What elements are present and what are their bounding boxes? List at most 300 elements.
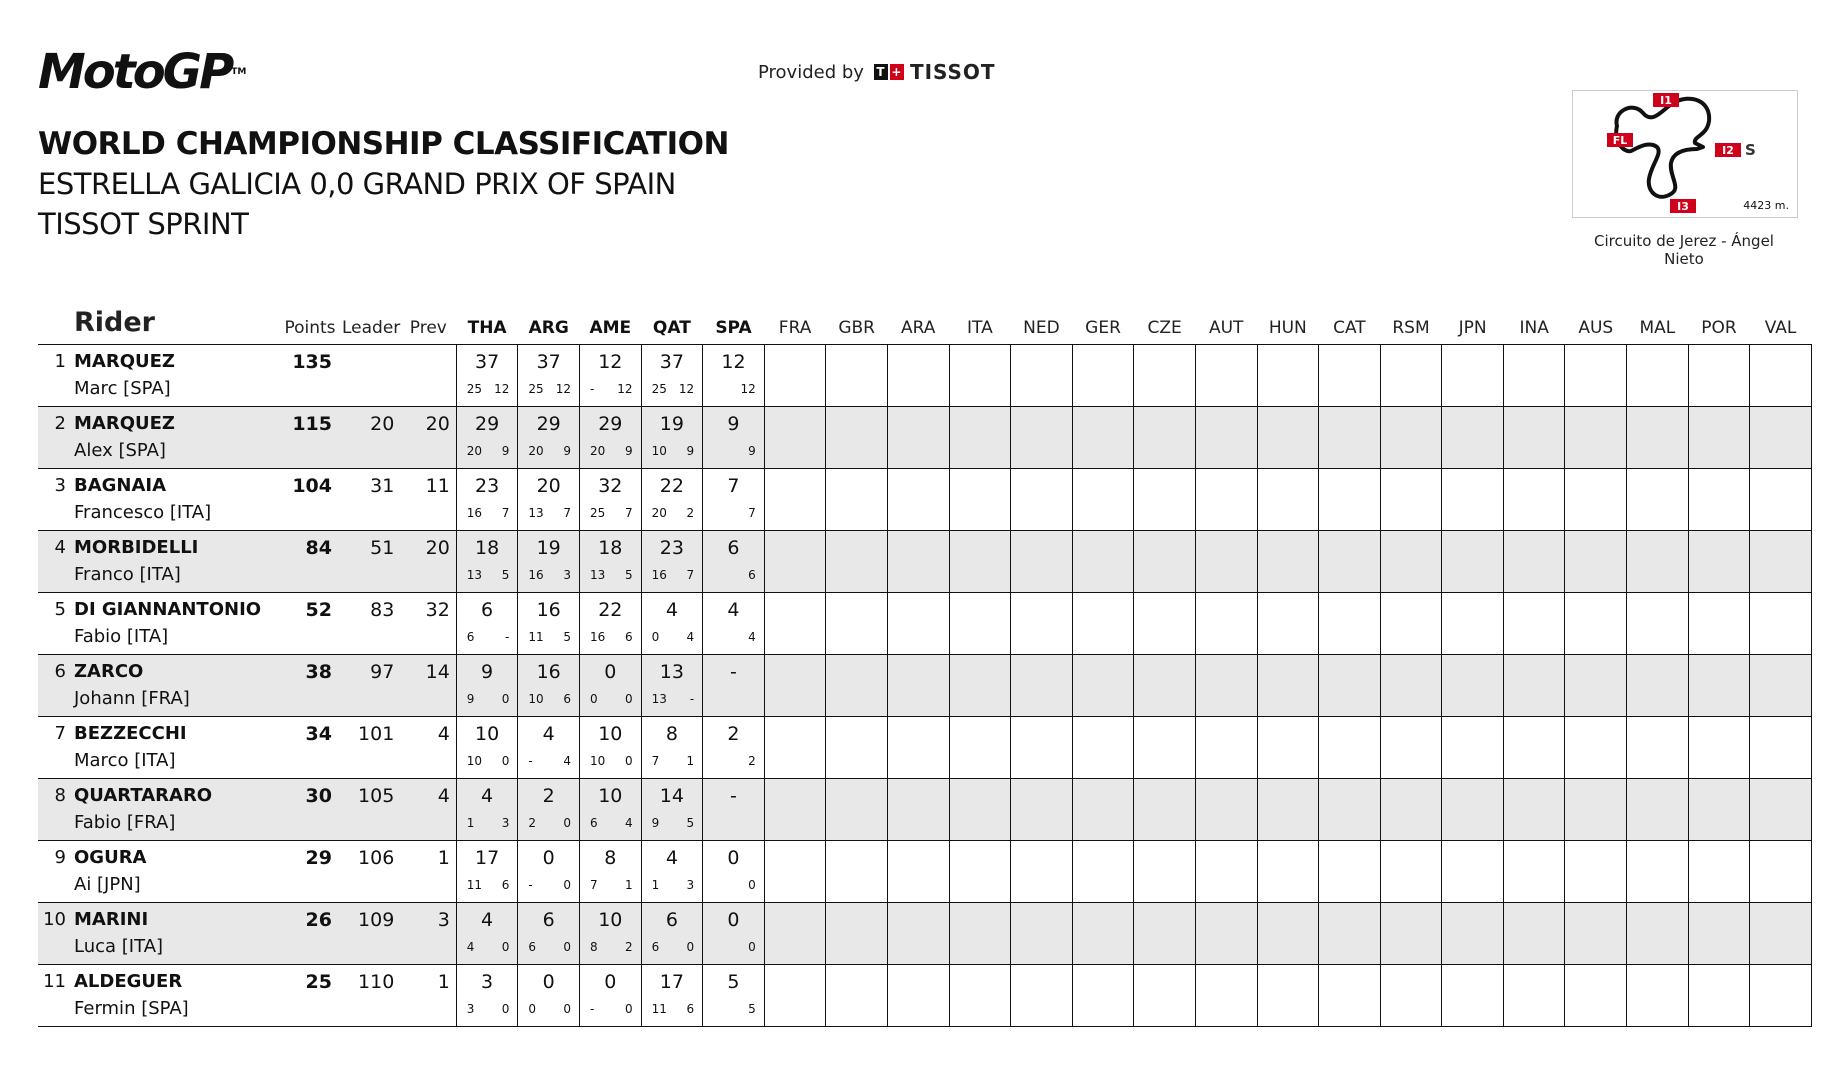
race-cell-hun	[1257, 779, 1319, 841]
rider-cell	[38, 903, 278, 965]
race-cell-val	[1750, 407, 1812, 469]
race-sprint-points: 6	[624, 630, 633, 644]
race-column-header-jpn: JPN	[1458, 318, 1487, 338]
rider-first-name: Alex [SPA]	[74, 440, 166, 461]
race-cell-hun	[1257, 407, 1319, 469]
race-cell-aus	[1565, 717, 1627, 779]
position: 1	[54, 351, 66, 372]
race-position-points: 25	[466, 382, 483, 396]
prev-column-header: Prev	[409, 318, 447, 338]
race-cell-qat	[641, 655, 703, 717]
race-cell-val	[1750, 841, 1812, 903]
prev-gap-value-text	[400, 345, 456, 351]
race-points: 0	[727, 909, 740, 931]
race-column-header-ame: AME	[589, 318, 632, 338]
race-sprint-points: 0	[748, 940, 756, 954]
race-cell-cze	[1134, 717, 1196, 779]
race-cell-ger	[1072, 407, 1134, 469]
race-points: 3	[481, 971, 494, 993]
race-cell-qat	[641, 593, 703, 655]
race-points: 6	[665, 909, 678, 931]
race-cell-jpn	[1442, 841, 1504, 903]
logo-text: MotoGP	[38, 44, 232, 100]
race-cell-tha	[456, 841, 518, 903]
tissot-mark-t: T	[874, 64, 888, 80]
race-points: 18	[598, 537, 623, 559]
race-cell-qat	[641, 345, 703, 407]
race-position-points: 13	[651, 692, 667, 706]
rider-last-name: BEZZECCHI	[74, 723, 187, 744]
race-points: 10	[475, 723, 500, 745]
race-cell-mal	[1627, 965, 1689, 1027]
race-cell-aut	[1195, 407, 1257, 469]
sector-i2-label	[1715, 143, 1741, 157]
rider-last-name: MARQUEZ	[74, 351, 175, 372]
race-cell-fra	[764, 593, 826, 655]
race-cell-ara	[887, 345, 949, 407]
race-cell-hun	[1257, 469, 1319, 531]
race-points: 0	[604, 661, 617, 683]
race-cell-ger	[1072, 965, 1134, 1027]
race-points: 7	[727, 475, 740, 497]
race-column-header-hun: HUN	[1268, 318, 1307, 338]
race-cell-aus	[1565, 841, 1627, 903]
race-cell-ina	[1503, 965, 1565, 1027]
race-cell-spa	[703, 779, 765, 841]
race-cell-tha	[456, 407, 518, 469]
svg-text:I3: I3	[1677, 200, 1689, 213]
points-value	[278, 655, 342, 717]
race-cell-rsm	[1380, 965, 1442, 1027]
race-cell-hun	[1257, 345, 1319, 407]
race-points: 22	[598, 599, 623, 621]
race-sprint-points: 6	[686, 1002, 695, 1016]
race-points: 10	[598, 785, 623, 807]
race-sprint-points: 4	[624, 816, 633, 830]
race-cell-ger	[1072, 593, 1134, 655]
race-sprint-points: -	[505, 630, 510, 644]
track-layout-icon	[1573, 91, 1797, 217]
race-cell-spa	[703, 531, 765, 593]
rider-cell	[38, 655, 278, 717]
race-position-points: 16	[528, 568, 544, 582]
race-cell-ara	[887, 531, 949, 593]
race-cell-arg	[518, 469, 580, 531]
race-cell-mal	[1627, 407, 1689, 469]
race-points: -	[730, 785, 737, 807]
prev-gap-value	[400, 469, 456, 531]
points-value	[278, 903, 342, 965]
race-sprint-points: 0	[563, 816, 571, 830]
race-cell-spa	[703, 407, 765, 469]
race-points: 16	[536, 661, 561, 683]
rider-cell	[38, 531, 278, 593]
race-cell-ina	[1503, 841, 1565, 903]
race-cell-arg	[518, 345, 580, 407]
race-position-points: 8	[589, 940, 598, 954]
race-sprint-points: 9	[563, 444, 571, 458]
race-cell-tha	[456, 717, 518, 779]
race-cell-ina	[1503, 531, 1565, 593]
leader-gap-value-text: 51	[370, 537, 395, 559]
race-sprint-points: 12	[555, 382, 571, 396]
race-cell-aut	[1195, 965, 1257, 1027]
race-cell-gbr	[826, 345, 888, 407]
race-cell-ned	[1011, 469, 1073, 531]
race-points: 17	[475, 847, 500, 869]
race-cell-ita	[949, 717, 1011, 779]
rider-first-name: Marco [ITA]	[74, 750, 176, 771]
leader-gap-value-text: 97	[370, 661, 395, 683]
race-points: 12	[721, 351, 746, 373]
race-position-points: 7	[589, 878, 598, 892]
race-cell-gbr	[826, 841, 888, 903]
race-cell-tha	[456, 469, 518, 531]
points-value-text: 38	[305, 661, 332, 683]
race-cell-por	[1688, 841, 1750, 903]
rider-last-name: MORBIDELLI	[74, 537, 199, 558]
race-cell-spa	[703, 717, 765, 779]
race-sprint-points: 12	[494, 382, 510, 396]
race-cell-arg	[518, 593, 580, 655]
race-points: 32	[598, 475, 623, 497]
table-row	[38, 655, 1811, 717]
race-cell-ger	[1072, 531, 1134, 593]
race-points: 4	[481, 909, 494, 931]
race-cell-por	[1688, 779, 1750, 841]
race-position-points: 2	[528, 816, 537, 830]
race-cell-ita	[949, 345, 1011, 407]
rider-first-name: Franco [ITA]	[74, 564, 181, 585]
race-cell-spa	[703, 841, 765, 903]
prev-gap-value	[400, 717, 456, 779]
points-value	[278, 593, 342, 655]
race-position-points: 0	[528, 1002, 537, 1016]
race-cell-hun	[1257, 965, 1319, 1027]
standings-table	[38, 300, 1812, 1027]
race-points: 6	[727, 537, 740, 559]
table-row	[38, 407, 1811, 469]
race-cell-spa	[703, 345, 765, 407]
race-cell-arg	[518, 531, 580, 593]
race-points: 13	[659, 661, 684, 683]
leader-gap-value	[342, 655, 400, 717]
race-cell-cat	[1319, 345, 1381, 407]
race-sprint-points: 3	[686, 878, 695, 892]
race-sprint-points: 1	[624, 878, 633, 892]
svg-text:I1: I1	[1660, 94, 1672, 107]
race-cell-fra	[764, 531, 826, 593]
points-value-text: 104	[292, 475, 332, 497]
race-sprint-points: 4	[686, 630, 695, 644]
rider-cell	[38, 841, 278, 903]
race-cell-fra	[764, 407, 826, 469]
table-row	[38, 469, 1811, 531]
race-cell-ita	[949, 841, 1011, 903]
race-position-points: 9	[466, 692, 475, 706]
race-cell-ita	[949, 469, 1011, 531]
race-cell-val	[1750, 531, 1812, 593]
race-position-points: 6	[466, 630, 475, 644]
prev-gap-value-text: 20	[425, 537, 450, 559]
race-position-points: 10	[466, 754, 483, 768]
race-position-points: 9	[651, 816, 660, 830]
race-cell-val	[1750, 469, 1812, 531]
race-cell-ara	[887, 965, 949, 1027]
race-cell-spa	[703, 903, 765, 965]
race-cell-ger	[1072, 717, 1134, 779]
race-cell-spa	[703, 965, 765, 1027]
race-position-points: 1	[651, 878, 660, 892]
race-cell-ame	[579, 841, 641, 903]
race-cell-por	[1688, 903, 1750, 965]
prev-gap-value-text: 4	[437, 785, 450, 807]
table-row	[38, 903, 1811, 965]
race-sprint-points: 9	[501, 444, 510, 458]
prev-gap-value-text: 1	[437, 971, 450, 993]
race-points: 29	[475, 413, 500, 435]
race-position-points: -	[528, 754, 533, 768]
points-column-header: Points	[284, 318, 336, 338]
race-sprint-points: 5	[501, 568, 510, 582]
race-cell-fra	[764, 717, 826, 779]
race-cell-cze	[1134, 965, 1196, 1027]
sector-i1-label	[1653, 93, 1679, 107]
race-cell-gbr	[826, 531, 888, 593]
race-column-header-qat: QAT	[652, 318, 691, 338]
race-cell-cze	[1134, 841, 1196, 903]
race-cell-ame	[579, 903, 641, 965]
race-cell-ned	[1011, 965, 1073, 1027]
position: 4	[54, 537, 66, 558]
race-cell-ita	[949, 655, 1011, 717]
race-sprint-points: 0	[501, 692, 510, 706]
rider-cell	[38, 965, 278, 1027]
race-cell-arg	[518, 903, 580, 965]
race-cell-ita	[949, 531, 1011, 593]
table-row	[38, 841, 1811, 903]
race-sprint-points: 1	[686, 754, 695, 768]
race-column-header-arg: ARG	[528, 318, 569, 338]
race-cell-jpn	[1442, 717, 1504, 779]
race-cell-cat	[1319, 655, 1381, 717]
race-cell-ame	[579, 965, 641, 1027]
leader-gap-value-text: 105	[358, 785, 395, 807]
race-points: 0	[727, 847, 740, 869]
prev-gap-value-text: 3	[437, 909, 450, 931]
race-sprint-points: 6	[501, 878, 510, 892]
race-position-points: 16	[466, 506, 483, 520]
points-value	[278, 965, 342, 1027]
table-row	[38, 531, 1811, 593]
race-cell-tha	[456, 593, 518, 655]
race-cell-spa	[703, 469, 765, 531]
rider-first-name: Luca [ITA]	[74, 936, 164, 957]
race-cell-rsm	[1380, 593, 1442, 655]
table-row	[38, 965, 1811, 1027]
race-cell-ame	[579, 531, 641, 593]
race-cell-ita	[949, 407, 1011, 469]
position: 8	[54, 785, 66, 806]
rider-last-name: DI GIANNANTONIO	[74, 599, 262, 620]
race-column-header-aut: AUT	[1208, 318, 1244, 338]
race-cell-cze	[1134, 903, 1196, 965]
leader-gap-value-text: 101	[358, 723, 395, 745]
rider-last-name: OGURA	[74, 847, 147, 868]
race-sprint-points: 2	[748, 754, 756, 768]
race-cell-rsm	[1380, 345, 1442, 407]
position: 2	[54, 413, 66, 434]
race-sprint-points: 0	[624, 692, 633, 706]
race-points: 10	[598, 909, 623, 931]
race-cell-mal	[1627, 531, 1689, 593]
race-position-points: 6	[589, 816, 598, 830]
race-cell-ita	[949, 965, 1011, 1027]
race-column-header-aus: AUS	[1578, 318, 1614, 338]
race-cell-aut	[1195, 531, 1257, 593]
race-sprint-points: 2	[624, 940, 633, 954]
rider-last-name: ZARCO	[74, 661, 144, 682]
race-sprint-points: 9	[686, 444, 695, 458]
rider-last-name: ALDEGUER	[74, 971, 183, 992]
race-sprint-points: 2	[686, 506, 695, 520]
race-position-points: 13	[589, 568, 606, 582]
rider-first-name: Johann [FRA]	[74, 688, 190, 709]
race-points: 8	[604, 847, 617, 869]
race-cell-jpn	[1442, 965, 1504, 1027]
table-row	[38, 345, 1811, 407]
race-cell-ara	[887, 593, 949, 655]
race-points: 16	[536, 599, 561, 621]
race-cell-aus	[1565, 655, 1627, 717]
race-position-points: 20	[651, 506, 667, 520]
race-cell-mal	[1627, 717, 1689, 779]
finish-line-label	[1607, 133, 1633, 147]
race-cell-aut	[1195, 779, 1257, 841]
race-cell-ina	[1503, 469, 1565, 531]
race-position-points: 13	[466, 568, 483, 582]
race-cell-jpn	[1442, 407, 1504, 469]
race-points: 29	[598, 413, 623, 435]
race-position-points: 7	[651, 754, 660, 768]
race-cell-ita	[949, 903, 1011, 965]
race-cell-tha	[456, 531, 518, 593]
rider-cell	[38, 717, 278, 779]
race-cell-rsm	[1380, 903, 1442, 965]
leader-gap-value	[342, 593, 400, 655]
race-cell-ita	[949, 593, 1011, 655]
race-points: 14	[659, 785, 684, 807]
race-cell-aut	[1195, 841, 1257, 903]
race-position-points: 11	[528, 630, 544, 644]
race-cell-por	[1688, 531, 1750, 593]
race-sprint-points: 0	[748, 878, 756, 892]
leader-gap-value	[342, 903, 400, 965]
race-cell-arg	[518, 407, 580, 469]
race-cell-gbr	[826, 903, 888, 965]
leader-gap-value	[342, 531, 400, 593]
race-cell-mal	[1627, 903, 1689, 965]
race-cell-mal	[1627, 655, 1689, 717]
prev-gap-value	[400, 407, 456, 469]
race-cell-fra	[764, 841, 826, 903]
points-value-text: 52	[305, 599, 332, 621]
points-value-text: 34	[305, 723, 332, 745]
leader-gap-value-text: 31	[370, 475, 395, 497]
circuit-length: 4423 m.	[1743, 199, 1789, 212]
race-cell-hun	[1257, 531, 1319, 593]
provided-by	[758, 60, 996, 84]
points-value	[278, 531, 342, 593]
race-cell-ame	[579, 655, 641, 717]
race-sprint-points: 0	[501, 1002, 510, 1016]
race-sprint-points: 12	[678, 382, 695, 396]
leader-gap-value	[342, 407, 400, 469]
prev-gap-value	[400, 841, 456, 903]
leader-gap-value	[342, 345, 400, 407]
rider-first-name: Ai [JPN]	[74, 874, 141, 895]
logo-trademark: TM	[231, 67, 247, 77]
svg-text:FL: FL	[1612, 134, 1628, 147]
race-cell-por	[1688, 345, 1750, 407]
race-cell-arg	[518, 655, 580, 717]
race-cell-qat	[641, 841, 703, 903]
race-position-points: 6	[651, 940, 660, 954]
race-cell-cat	[1319, 531, 1381, 593]
race-cell-ina	[1503, 345, 1565, 407]
race-cell-por	[1688, 965, 1750, 1027]
race-cell-tha	[456, 965, 518, 1027]
race-sprint-points: 0	[563, 1002, 571, 1016]
race-position-points: 10	[651, 444, 667, 458]
race-cell-por	[1688, 717, 1750, 779]
rider-column-header: Rider	[74, 307, 155, 338]
race-cell-rsm	[1380, 407, 1442, 469]
race-cell-ara	[887, 779, 949, 841]
race-cell-fra	[764, 965, 826, 1027]
race-cell-ara	[887, 407, 949, 469]
race-cell-aus	[1565, 965, 1627, 1027]
table-header-row	[38, 300, 1811, 345]
prev-gap-value	[400, 903, 456, 965]
leader-column-header: Leader	[342, 318, 401, 338]
race-cell-jpn	[1442, 531, 1504, 593]
race-points: 19	[659, 413, 684, 435]
race-position-points: 20	[528, 444, 544, 458]
race-cell-aus	[1565, 531, 1627, 593]
race-cell-aut	[1195, 345, 1257, 407]
race-points: 37	[536, 351, 561, 373]
race-cell-cat	[1319, 965, 1381, 1027]
race-column-header-rsm: RSM	[1392, 318, 1430, 338]
race-cell-mal	[1627, 469, 1689, 531]
race-points: 5	[727, 971, 740, 993]
race-cell-aus	[1565, 345, 1627, 407]
race-column-header-val: VAL	[1764, 318, 1797, 338]
race-cell-ned	[1011, 655, 1073, 717]
rider-first-name: Fabio [ITA]	[74, 626, 169, 647]
race-cell-fra	[764, 655, 826, 717]
race-points: 20	[536, 475, 561, 497]
race-cell-cze	[1134, 407, 1196, 469]
tissot-mark-icon	[874, 64, 904, 80]
race-cell-qat	[641, 469, 703, 531]
race-cell-aus	[1565, 407, 1627, 469]
position: 11	[43, 971, 66, 992]
race-cell-ame	[579, 345, 641, 407]
race-cell-tha	[456, 779, 518, 841]
race-sprint-points: 3	[563, 568, 571, 582]
